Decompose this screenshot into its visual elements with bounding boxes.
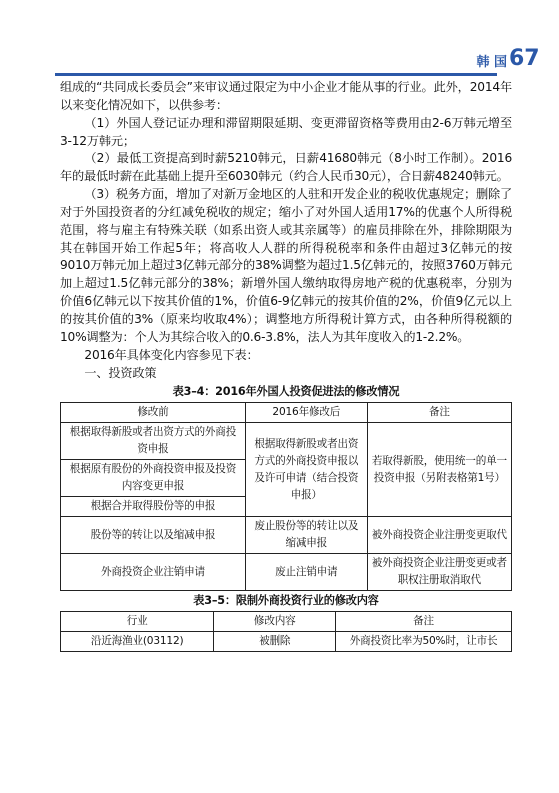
table-cell: 若取得新股，使用统一的单一投资申报（另附表格第1号） bbox=[367, 423, 511, 517]
table-row bbox=[61, 554, 512, 591]
paragraph: 组成的“共同成长委员会”来审议通过限定为中小企业才能从事的行业。此外，2014年以来变化情况如下，以供参考： bbox=[60, 80, 512, 112]
paragraph: （2）最低工资提高到时薪5210韩元，日薪41680韩元（8小时工作制）。2016年的最低时薪在此基础上提升至6030韩元（约合人民币30元），合日薪48240韩元。 bbox=[60, 151, 512, 184]
table-cell: 废止注销申请 bbox=[245, 554, 367, 591]
column-header: 行业 bbox=[61, 612, 214, 632]
column-header: 修改内容 bbox=[214, 612, 336, 632]
column-header: 备注 bbox=[367, 403, 511, 423]
table-caption: 表3–4：2016年外国人投资促进法的修改情况 bbox=[172, 385, 400, 399]
page-number: 67 bbox=[509, 46, 540, 71]
section-title: 韩 国 bbox=[476, 55, 507, 70]
table-cell: 根据合并取得股份等的申报 bbox=[61, 497, 246, 517]
paragraph: 2016年具体变化内容参见下表： bbox=[84, 347, 259, 362]
paragraph: （3）税务方面，增加了对新万金地区的人驻和开发企业的税收优惠规定；删除了对于外国投资者的分红减免税收的规定；缩小了对外国人适用17%的优惠个人所得税范围，将与雇主有特殊关联（如系出资人或其亲属等）的雇员排除在外，排除期限为其在韩国开始工作起5年；将高收人人群的所得税税率和条件由超过3亿韩元的按9010万韩元加上超过3亿韩元部分的38%调整为超过1.5亿韩元的，按照3760万韩元加上超过1.5亿韩元部分的38%；新增外国人缴纳取得房地产税的优惠税率，分别为价值6亿韩元以下按其价值的1%，价值6-9亿韩元的按其价值的2%，价值9亿元以上的按其价值的3%（原来均收取4%）；调整地方所得税计算方式，由各种所得税额的10%调整为：个人为其综合收入的0.6-3.8%，法人为其年度收入的1-2.2%。 bbox=[60, 187, 512, 344]
table-header-row bbox=[61, 403, 512, 423]
column-header: 修改前 bbox=[61, 403, 246, 423]
page-content bbox=[60, 79, 512, 652]
table-cell: 根据取得新股或者出资方式的外商投资申报 bbox=[61, 423, 246, 460]
table-cell: 被外商投资企业注册变更或者职权注册取消取代 bbox=[367, 554, 511, 591]
table-cell: 沿近海渔业(03112) bbox=[61, 632, 214, 652]
table-row bbox=[61, 423, 512, 460]
table-cell: 股份等的转让以及缩减申报 bbox=[61, 517, 246, 554]
table-row bbox=[61, 632, 512, 652]
header-divider bbox=[55, 73, 497, 76]
restricted-industry-table bbox=[60, 611, 512, 652]
column-header: 备注 bbox=[336, 612, 512, 632]
amendment-table bbox=[60, 402, 512, 591]
table-cell: 被删除 bbox=[214, 632, 336, 652]
section-heading: 一、投资政策 bbox=[84, 365, 157, 380]
table-caption: 表3–5：限制外商投资行业的修改内容 bbox=[193, 594, 379, 608]
table-cell: 被外商投资企业注册变更取代 bbox=[367, 517, 511, 554]
table-cell: 外商投资企业注销申请 bbox=[61, 554, 246, 591]
paragraph: （1）外国人登记证办理和滞留期限延期、变更滞留资格等费用由2-6万韩元增至3-12万韩元； bbox=[60, 115, 512, 148]
table-cell: 外商投资比率为50%时，让市长 bbox=[336, 632, 512, 652]
table-cell: 根据取得新股或者出资方式的外商投资申报以及许可申请（结合投资申报） bbox=[245, 423, 367, 517]
table-cell: 废止股份等的转让以及缩减申报 bbox=[245, 517, 367, 554]
table-cell: 根据原有股份的外商投资申报及投资内容变更申报 bbox=[61, 460, 246, 497]
column-header: 2016年修改后 bbox=[245, 403, 367, 423]
table-header-row bbox=[61, 612, 512, 632]
table-row bbox=[61, 517, 512, 554]
